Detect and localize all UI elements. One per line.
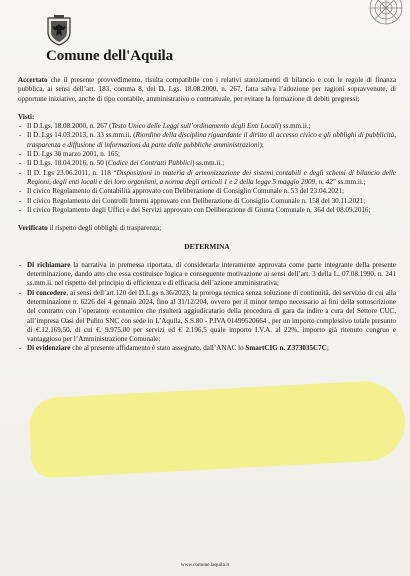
- city-crest-icon: [46, 14, 72, 46]
- list-item: - Il D. Lgs 14.03.2013, n. 33 ss.mm.ii. (Riordino della disciplina riguardante il diritto di accesso civico e gli obblighi di pubblicità, trasparenza e diffusione di informazioni da parte delle pubbliche amministrazioni);: [18, 131, 396, 150]
- ornament-icon: [352, 0, 404, 40]
- list-item: - Il D. Lgs 23.06.2011, n. 118 “Disposizioni in materia di armonizzazione dei sistemi contabili e degli schemi di bilancio delle Regioni, degli enti locali e dei loro organismi, a norma degli articoli 1 e 2 della legge 5 maggio 2009, n. 42” ss.mm.ii.;: [18, 169, 396, 188]
- document-body: [18, 76, 396, 354]
- list-item: - Il civico Regolamento di Contabilità approvato con Deliberazione di Consiglio Comunale n. 53 del 23.04.2021;: [18, 187, 396, 196]
- list-item: - Il D.Lgs. 18.08.2000, n. 267 (Testo Unico delle Leggi sull’ordinamento degli Enti Locali) ss.mm.ii.;: [18, 122, 396, 131]
- highlighter-mark: [28, 379, 407, 479]
- list-item: - Il D.Lgs. 18.04.2016, n. 50 (Codice dei Contratti Pubblici) ss.mm.ii.;: [18, 159, 396, 168]
- list-item: - Il civico Regolamento degli Uffici e dei Servizi approvato con Deliberazione di Giunta Comunale n. 364 del 08.09.2016;: [18, 206, 396, 215]
- accertato-paragraph: [18, 76, 396, 104]
- visti-list: [18, 122, 396, 215]
- list-item: - Il D. Lgs 30 marzo 2001, n. 165;: [18, 150, 396, 159]
- list-item: - Di concedere, ai sensi dell’art.120 del D.L.gs n.36/2023, la proroga tecnica senza soluzione di continuità, del servizio di cui alla determinazione n. 6226 del 4 gennaio 2024, fino al 31/12/204, ovvero per il minor tempo necessario ai fini della sottoscrizione del contratto con l’operatore economico che risulterà aggiudicatario della procedura di gara da indire a cura del Settore CUC, all’impresa Oasi del Pulito SNC con sede in L’Aquila, S.S.80 - P.IVA 01499520664 , per un importo complessivo totale presunto di €.12.169,50, di cui €. 9.975,00 per servizi ed € 2.196,5 quale importo I.V.A. al 22%, importo già ritenuto congruo e vantaggioso per l’Amministrazione Comunale;: [18, 289, 396, 345]
- determina-list: [18, 261, 396, 354]
- accertato-text: che il presente provvedimento, risulta compatibile con i relativi stanziamenti di bilancio e con le regole di finanza pubblica, ai sensi dell’art. 183, comma 8, del D. Lgs. 18.08.2000, n. 267, fatta salva l’adozione per ragioni sopravvenute, di opportune iniziative, anche di tipo contabile, amministrativo o contrattuale, per evitare la formazione di debiti pregressi;: [18, 76, 396, 103]
- visti-heading: Visti:: [18, 112, 35, 121]
- determina-heading: DETERMINA: [184, 242, 230, 252]
- footer-url: www.comune.laquila.it: [180, 562, 230, 568]
- list-item: - Il civico Regolamento dei Controlli Interni approvato con Deliberazione di Consiglio Comunale n. 158 del 30.11.2021;: [18, 197, 396, 206]
- accertato-lead: Accertato: [18, 76, 48, 84]
- list-item: - Di evidenziare che al presente affidamento è stato assegnato, dall’ANAC lo SmartCIG n. Z373035C7C;: [18, 344, 396, 353]
- page-title: Comune dell'Aquila: [46, 48, 173, 64]
- list-item: - Di richiamare la narrativa in premessa riportata, di considerarla interamente approvata come parte integrante della presente determinazione, dando atto che essa costituisce logica e conseguente motivazione ai sensi dell’art. 3 della L. 07.08.1990, n. 241 ss.mm.ii. nel rispetto del principio di efficienza e di efficacia dell’azione amministrativa;: [18, 261, 396, 289]
- verificato-paragraph: Verificato il rispetto degli obblighi di trasparenza;: [18, 224, 162, 233]
